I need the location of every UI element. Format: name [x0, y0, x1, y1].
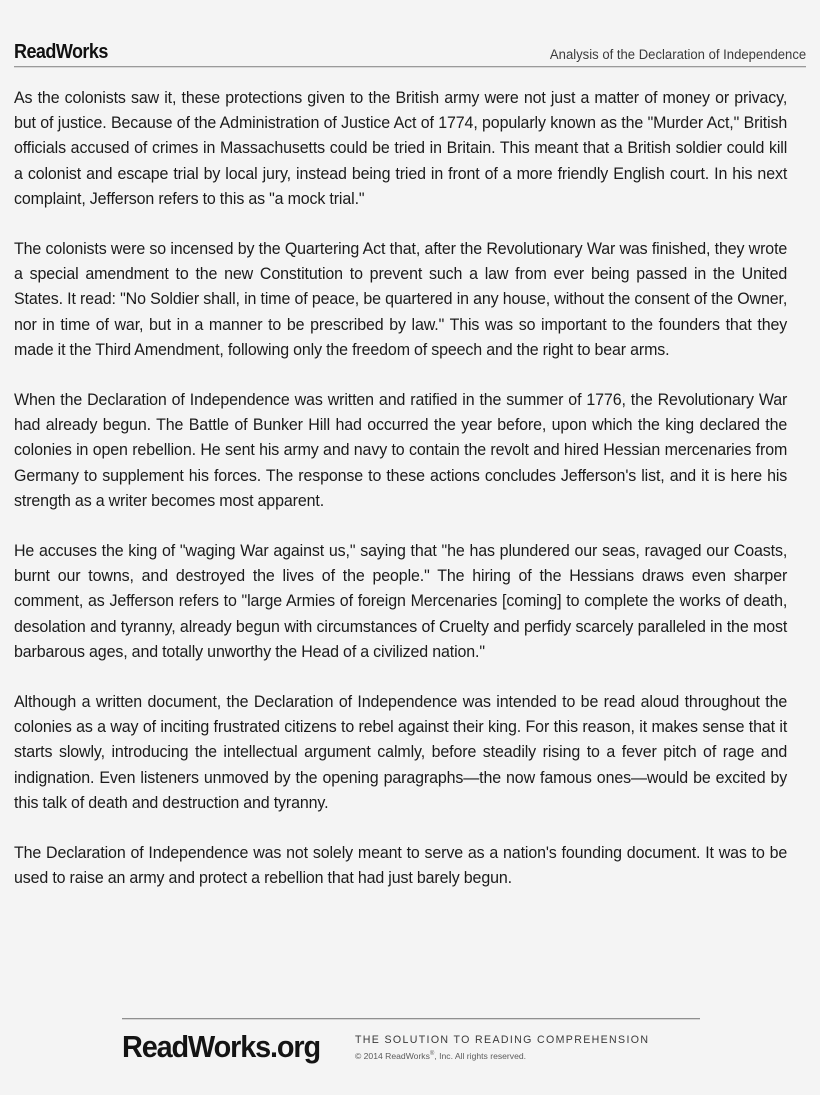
paragraph: The Declaration of Independence was not solely meant to serve as a nation's founding document. It was to be used to raise an army and protect a rebellion that had just barely begun.	[14, 844, 788, 888]
paragraph: The colonists were so incensed by the Quartering Act that, after the Revolutionary War was finished, they wrote a special amendment to the new Constitution to prevent such a law from ever being passed in the United States. It read: "No Soldier shall, in time of peace, be quartered in any house, without the consent of the Owner, nor in time of war, but in a manner to be prescribed by law." This was so important to the founders that they made it the Third Amendment, following only the freedom of speech and the right to bear arms.	[14, 240, 788, 359]
copyright-prefix: © 2014 ReadWorks	[354, 1050, 430, 1061]
article-body	[14, 86, 807, 891]
paragraph: Although a written document, the Declaration of Independence was intended to be read aloud throughout the colonies as a way of inciting frustrated citizens to rebel against their king. For this reason, it makes sense that it starts slowly, introducing the intellectual argument calmly, before steadily rising to a fever pitch of rage and indignation. Even listeners unmoved by the opening paragraphs—the now famous ones—would be excited by this talk of death and destruction and tyranny.	[14, 693, 788, 812]
paragraph: As the colonists saw it, these protections given to the British army were not just a matter of money or privacy, but of justice. Because of the Administration of Justice Act of 1774, popularly known as the "Murder Act," British officials accused of crimes in Massachusetts could be tried in Britain. This meant that a British soldier could kill a colonist and escape trial by local jury, instead being tried in front of a more friendly English court. In his next complaint, Jefferson refers to this as "a mock trial."	[14, 89, 788, 208]
footer-copyright	[355, 1049, 649, 1061]
page-header	[14, 38, 806, 70]
registered-trademark-icon: ®	[429, 1051, 435, 1057]
paragraph: He accuses the king of "waging War against us," saying that "he has plundered our seas, ravaged our Coasts, burnt our towns, and destroyed the lives of the people." The hiring of the Hessians draws even sharper comment, as Jefferson refers to "large Armies of foreign Mercenaries [coming] to complete the works of death, desolation and tyranny, already begun with circumstances of Cruelty and perfidy scarcely paralleled in the most barbarous ages, and totally unworthy the Head of a civilized nation."	[14, 542, 788, 661]
copyright-suffix: , Inc. All rights reserved.	[434, 1050, 527, 1061]
readworks-logo: ReadWorks	[14, 41, 108, 63]
paragraph: When the Declaration of Independence was written and ratified in the summer of 1776, the Revolutionary War had already begun. The Battle of Bunker Hill had occurred the year before, upon which the king declared the colonies in open rebellion. He sent his army and navy to contain the revolt and hired Hessian mercenaries from Germany to supplement his forces. The response to these actions concludes Jefferson's list, and it is here his strength as a writer becomes most apparent.	[14, 391, 788, 510]
footer-divider	[122, 1018, 700, 1020]
footer-text-block	[355, 1031, 649, 1061]
readworks-org-logo: ReadWorks.org	[122, 1029, 321, 1064]
header-divider	[14, 66, 806, 68]
page-footer	[122, 1018, 700, 1062]
footer-row	[122, 1031, 700, 1062]
header-row	[14, 38, 806, 62]
page-title: Analysis of the Declaration of Independence	[549, 47, 806, 62]
footer-tagline: THE SOLUTION TO READING COMPREHENSION	[354, 1034, 650, 1046]
